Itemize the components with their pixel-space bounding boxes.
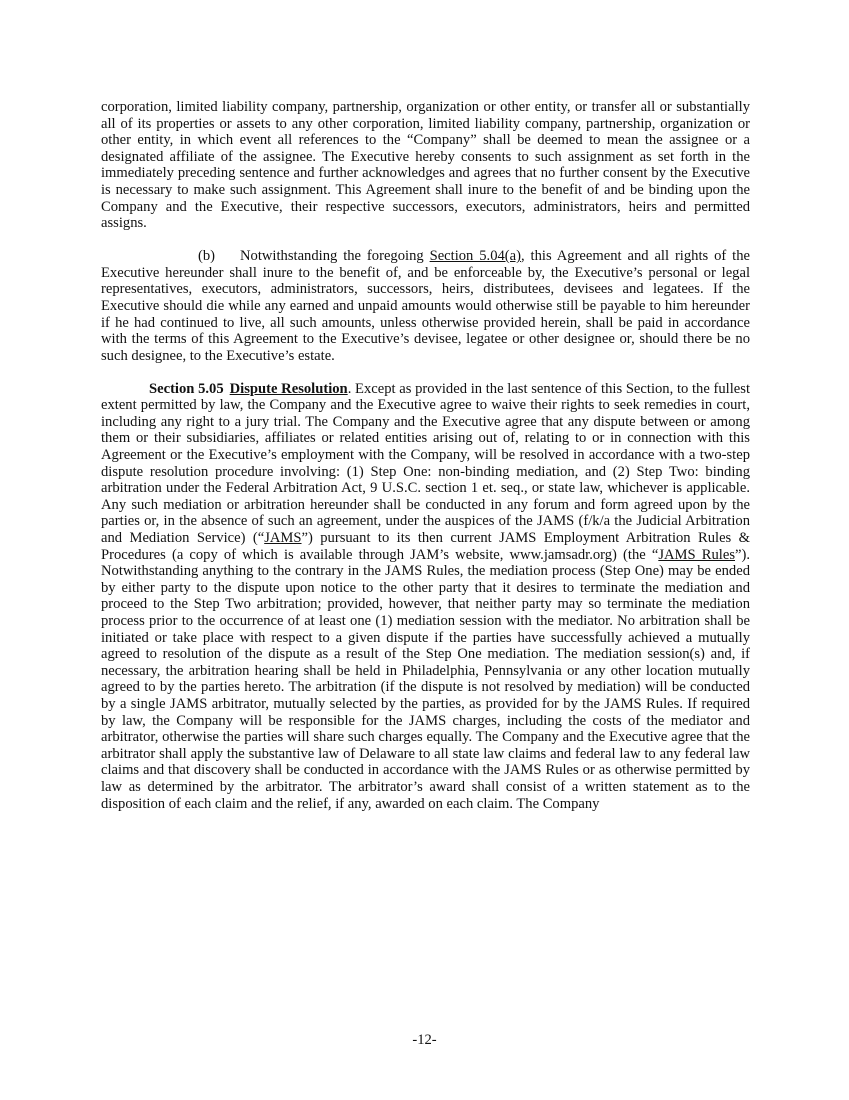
paragraph-b-text-before-ref: Notwithstanding the foregoing (240, 248, 430, 265)
defined-term-jams: JAMS (264, 530, 302, 547)
paragraph-b-label: (b) (198, 248, 216, 265)
section-title: Dispute Resolution (229, 380, 348, 397)
paragraph-b-text-after-ref: , this Agreement and all rights of the Executive hereunder shall inure to the benefit of, and be enforceable by, the Executive’s personal or legal representatives, executors, administrators, successors, heirs, distributees, devisees and legatees. If the Executive should die while any earned and unpaid amounts would otherwise still be payable to him hereunder if he had continued to live, all such amounts, unless otherwise provided herein, shall be paid in accordance with the terms of this Agreement to the Executive’s devisee, legatee or other designee or, should there be no such designee, to the Executive’s estate. (101, 248, 750, 364)
section-5-05-paragraph (101, 381, 750, 812)
section-reference-link: Section 5.04(a) (429, 248, 521, 265)
section-text-part-2: ”) pursuant to its then current JAMS Employment Arbitration Rules & Procedures (a copy of which is available through JAM’s website, www.jamsadr.org) (the “ (101, 530, 750, 563)
paragraph-b (101, 248, 750, 364)
defined-term-jams-rules: JAMS Rules (658, 546, 735, 563)
section-text-part-3: ”). Notwithstanding anything to the contrary in the JAMS Rules, the mediation process (Step One) may be ended by either party to the dispute upon notice to the other party that it desires to terminate the mediation and proceed to the Step Two arbitration; provided, however, that neither party may so terminate the mediation process prior to the occurrence of at least one (1) mediation session with the mediator. No arbitration shall be initiated or take place with respect to a given dispute if the parties have successfully achieved a mutually agreed to resolution of the dispute as a result of the Step One mediation. The mediation session(s) and, if necessary, the arbitration hearing shall be held in Philadelphia, Pennsylvania or any other location mutually agreed to by the parties hereto. The arbitration (if the dispute is not resolved by mediation) will be conducted by a single JAMS arbitrator, mutually selected by the parties, as provided for by the JAMS Rules. If required by law, the Company will be responsible for the JAMS charges, including the costs of the mediator and arbitrator, otherwise the parties will share such charges equally. The Company and the Executive agree that the arbitrator shall apply the substantive law of Delaware to all state law claims and federal law to any federal law claims and that discovery shall be conducted in accordance with the JAMS Rules or as otherwise permitted by law as determined by the arbitrator. The arbitrator’s award shall consist of a written statement as to the disposition of each claim and the relief, if any, awarded on each claim. The Company (101, 546, 750, 812)
document-page (101, 99, 750, 829)
section-text-part-1: . Except as provided in the last sentence of this Section, to the fullest extent permitted by law, the Company and the Executive agree to waive their rights to seek remedies in court, including any right to a jury trial. The Company and the Executive agree that any dispute between or among them or their subsidiaries, affiliates or related entities arising out of, relating to or in connection with this Agreement or the Executive’s employment with the Company, will be resolved in accordance with a two-step dispute resolution procedure involving: (1) Step One: non-binding mediation, and (2) Step Two: binding arbitration under the Federal Arbitration Act, 9 U.S.C. section 1 et. seq., or state law, whichever is applicable. Any such mediation or arbitration hereunder shall be conducted in any forum and form agreed upon by the parties or, in the absence of such an agreement, under the auspices of the JAMS (f/k/a the Judicial Arbitration and Mediation Service) (“ (101, 380, 750, 547)
page-number: -12- (412, 1032, 437, 1048)
paragraph-a-continuation: corporation, limited liability company, partnership, organization or other entity, or transfer all or substantially all of its properties or assets to any other corporation, limited liability company, partnership, organization or other entity, in which event all references to the “Company” shall be deemed to mean the assignee or a designated affiliate of the assignee. The Executive hereby consents to such assignment as set forth in the immediately preceding sentence and further acknowledges and agrees that no further consent by the Executive is necessary to make such assignment. This Agreement shall inure to the benefit of and be binding upon the Company and the Executive, their respective successors, executors, administrators, heirs and permitted assigns. (101, 99, 750, 232)
section-number: Section 5.05 (149, 380, 224, 397)
